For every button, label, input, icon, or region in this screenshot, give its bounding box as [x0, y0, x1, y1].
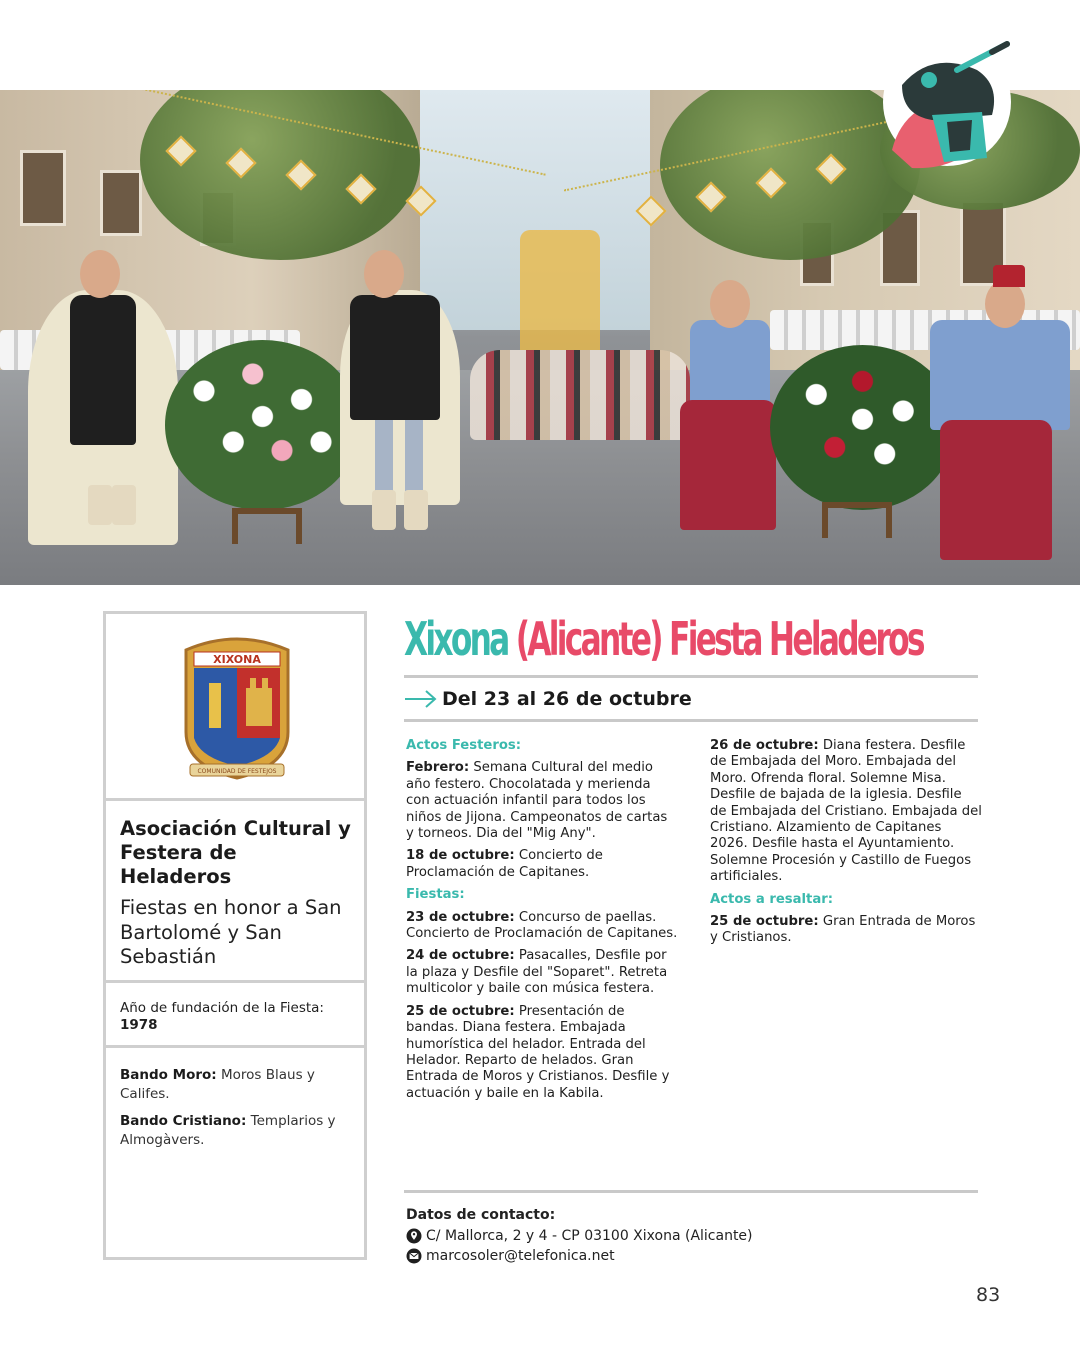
program-item-text: Semana Cultural del medio año festero. Chocolatada y merienda con actuación infantil para todos los niños de Jijona. Campeonatos de cartas y torneos. Dia del "Mig Any". [406, 760, 668, 842]
photo-person-head [364, 250, 404, 298]
bando-cristiano-label: Bando Cristiano: [120, 1113, 247, 1129]
program-item-highlight [710, 914, 982, 947]
actos-festeros-heading: Actos Festeros: [406, 738, 522, 753]
program-item-label: 25 de octubre: [406, 1003, 515, 1019]
program-item-label: 26 de octubre: [710, 738, 819, 753]
page-title [404, 606, 923, 672]
program-item-text: Gran Entrada de Moros y Cristianos. [710, 914, 976, 946]
association-crest-box [103, 611, 367, 801]
photo-person [690, 320, 770, 410]
program-item-26-octubre [710, 738, 982, 886]
photo-person-leg [405, 420, 423, 500]
bando-cristiano-value: Templarios y Almogàvers. [120, 1113, 336, 1148]
title-festival: Fiesta Heladeros [669, 612, 923, 666]
photo-person [350, 295, 440, 420]
program-item-label: 18 de octubre: [406, 848, 515, 864]
program-item-label: 24 de octubre: [406, 948, 515, 964]
photo-bouquet-stand [822, 502, 892, 538]
photo-person-head [985, 280, 1025, 328]
divider [404, 1190, 978, 1193]
photo-arch [520, 230, 600, 350]
program-item-18-octubre [406, 848, 678, 881]
program-column-left [406, 738, 678, 1108]
photo-person-head [710, 280, 750, 328]
program-item-text: Diana festera. Desfile de Embajada del Moro. Embajada del Moro. Ofrenda floral. Solemne Misa. Desfile de bajada de la iglesia. Desfile de Embajada del Cristiano. Embajada del Cristiano. Alzamiento de Capitanes 2026. Desfile hasta el Ayuntamiento. Solemne Procesión y Castillo de Fuegos artificiales. [710, 738, 982, 885]
contact-heading: Datos de contacto: [406, 1207, 556, 1223]
photo-window [100, 170, 142, 236]
photo-person-trousers [940, 420, 1052, 560]
divider [404, 719, 978, 722]
program-column-right [710, 738, 982, 953]
program-item-febrero [406, 760, 678, 842]
contact-address-text: C/ Mallorca, 2 y 4 - CP 03100 Xixona (Alicante) [426, 1228, 753, 1244]
crest-text: XIXONA [213, 653, 261, 666]
program-item-25-octubre [406, 1004, 678, 1102]
photo-person-boot [112, 485, 136, 525]
contact-email-link[interactable]: marcosoler@telefonica.net [426, 1248, 615, 1264]
photo-person-boot [404, 490, 428, 530]
photo-person-boot [88, 485, 112, 525]
program-item-text: Pasacalles, Desfile por la plaza y Desfile del "Soparet". Retreta multicolor y baile con música festera. [406, 948, 668, 997]
festival-dates-text: Del 23 al 26 de octubre [442, 688, 692, 710]
actos-a-resaltar-heading: Actos a resaltar: [710, 891, 834, 907]
bando-moro-value: Moros Blaus y Califes. [120, 1067, 315, 1102]
program-item-text: Concurso de paellas. Concierto de Proclamación de Capitanes. [406, 909, 678, 942]
envelope-icon [406, 1248, 422, 1264]
location-pin-icon [406, 1228, 422, 1244]
fiestas-heading: Fiestas: [406, 887, 465, 903]
photo-person [930, 320, 1070, 430]
photo-window [20, 150, 66, 226]
association-name-box [103, 798, 367, 983]
program-item-label: 25 de octubre: [710, 914, 819, 930]
photo-person-boot [372, 490, 396, 530]
contact-email[interactable] [406, 1246, 753, 1266]
photo-flower-bouquet [770, 345, 955, 510]
xixona-coat-of-arms [176, 628, 298, 788]
festival-dates [404, 684, 692, 714]
founding-year-label: Año de fundación de la Fiesta: [120, 1000, 324, 1016]
founding-year-box [103, 980, 367, 1048]
photo-person-trousers [680, 400, 776, 530]
photo-person-head [80, 250, 120, 298]
arrow-right-icon [404, 688, 438, 710]
photo-flower-bouquet [165, 340, 360, 510]
title-town: Xixona [404, 612, 508, 666]
program-item-text: Concierto de Proclamación de Capitanes. [406, 848, 603, 880]
bando-cristiano [120, 1112, 352, 1150]
photo-bouquet-stand [232, 508, 302, 544]
program-item-label: 23 de octubre: [406, 909, 515, 925]
association-name: Asociación Cultural y Festera de Heladeros [120, 817, 351, 888]
program-item-24-octubre [406, 948, 678, 997]
page-number: 83 [976, 1284, 1001, 1306]
crest-ribbon-text: COMUNIDAD DE FESTEJOS [197, 768, 277, 775]
program-item-label: Febrero: [406, 760, 470, 776]
divider [404, 675, 978, 678]
founding-year-value: 1978 [120, 1017, 158, 1033]
title-province: (Alicante) [515, 612, 661, 666]
contact-section [406, 1205, 753, 1266]
contact-address [406, 1226, 753, 1246]
festival-mascot-logo [872, 40, 1022, 175]
bandos-box [103, 1045, 367, 1260]
photo-person-fez [993, 265, 1025, 287]
photo-person [70, 295, 136, 445]
program-item-text: Presentación de bandas. Diana festera. Embajada humorística del helador. Entrada del Helador. Reparto de helados. Gran Entrada de Moros y Cristianos. Desfile y actuación y baile en la Kabila. [406, 1003, 670, 1101]
photo-person-leg [375, 420, 393, 500]
bando-moro-label: Bando Moro: [120, 1067, 217, 1083]
bando-moro [120, 1066, 352, 1104]
program-item-23-octubre [406, 910, 678, 943]
association-subtitle: Fiestas en honor a San Bartolomé y San Sebastián [120, 896, 342, 968]
photo-crowd [470, 350, 690, 440]
